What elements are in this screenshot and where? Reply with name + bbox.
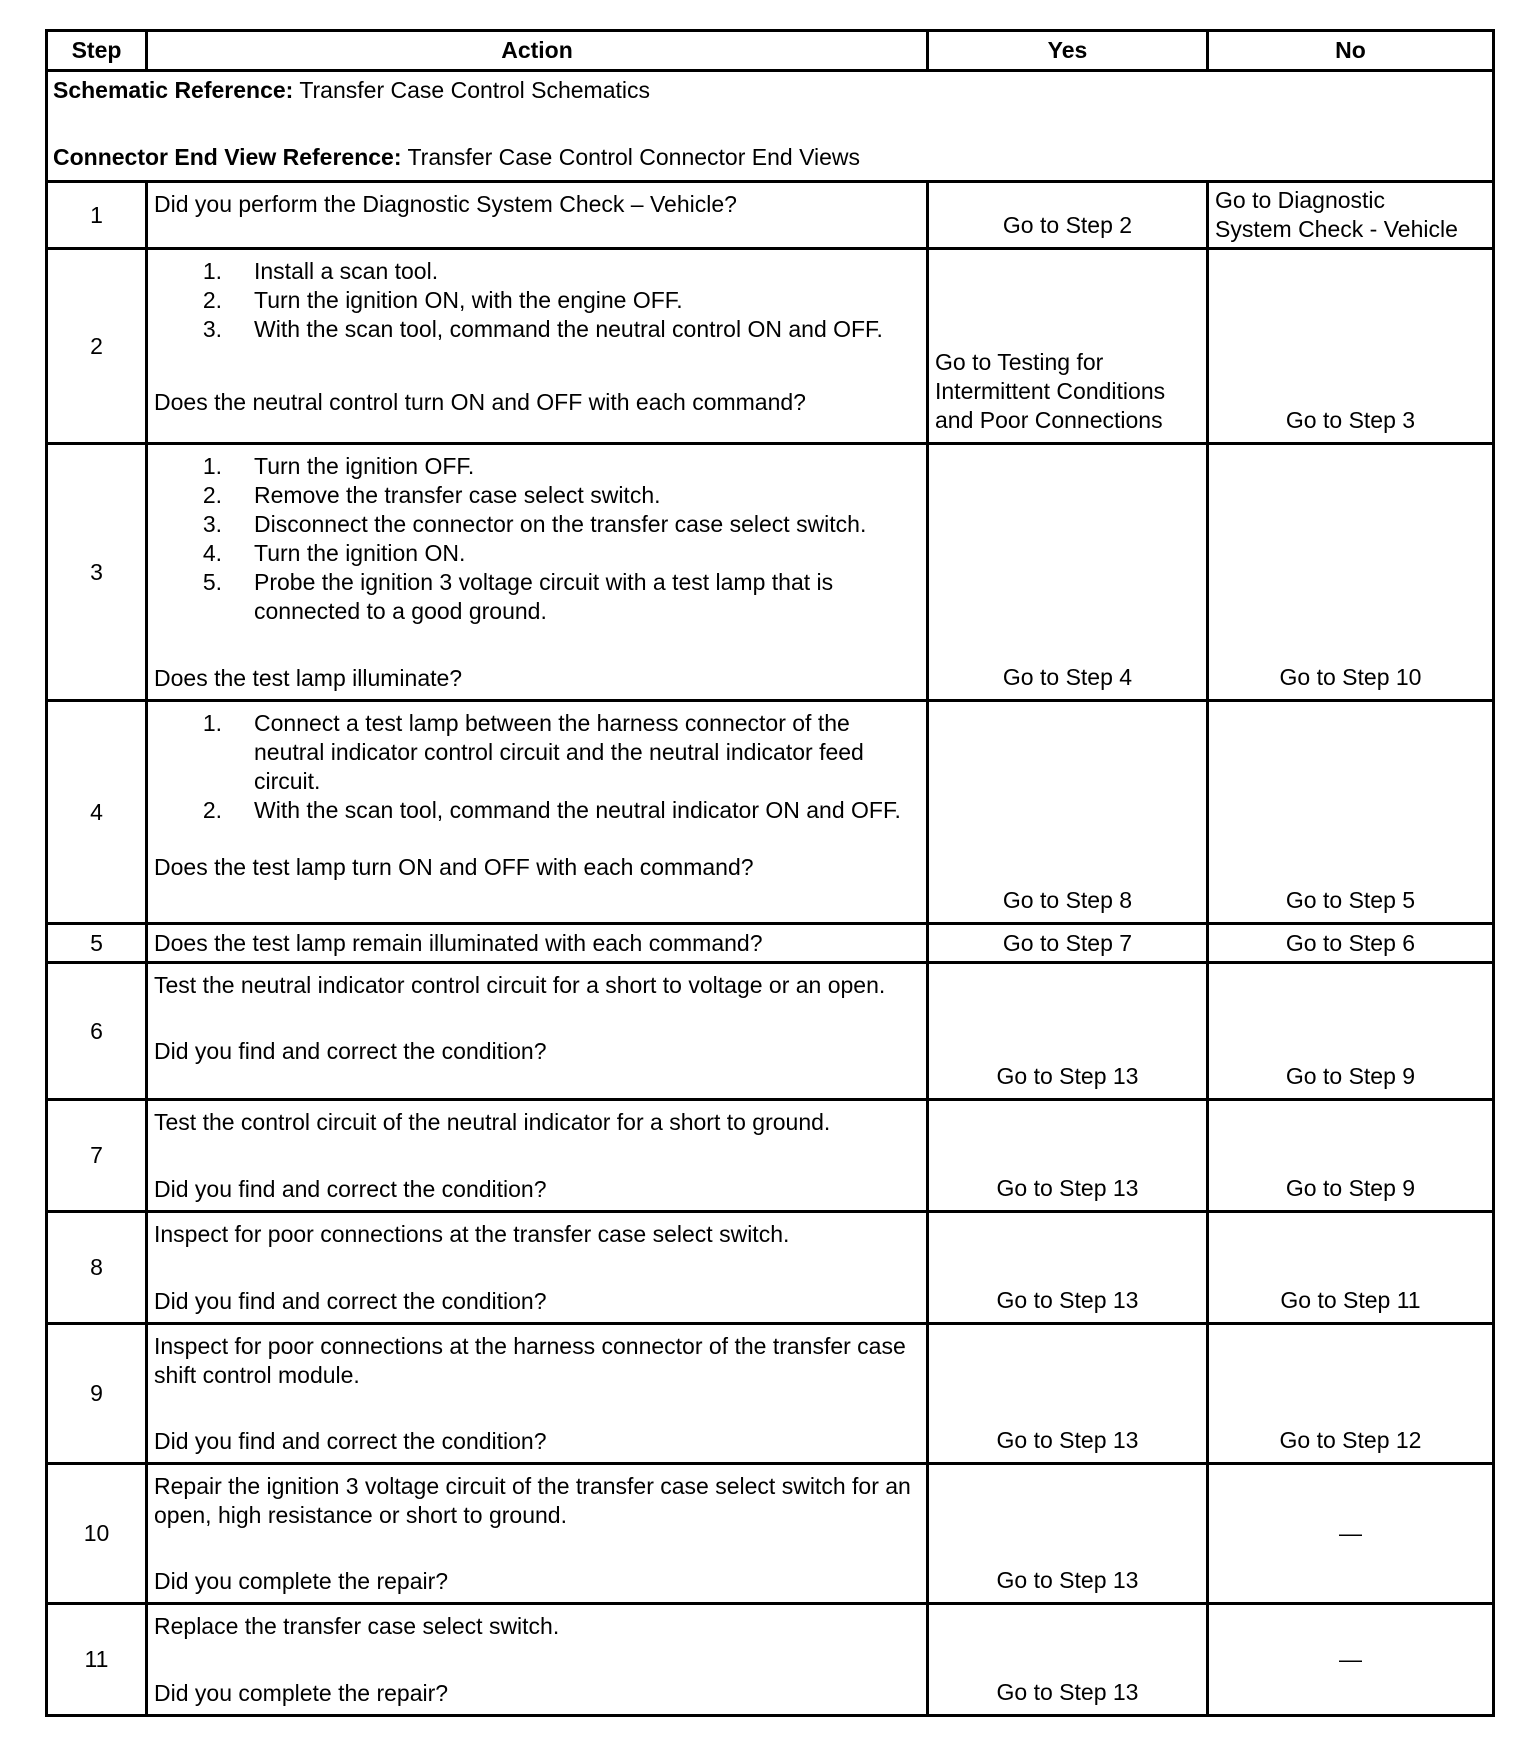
action-list-item bbox=[154, 510, 920, 539]
step-number: 7 bbox=[47, 1100, 147, 1212]
header-action: Action bbox=[147, 31, 928, 71]
action-list bbox=[154, 452, 920, 626]
list-text: With the scan tool, command the neutral control ON and OFF. bbox=[254, 316, 883, 342]
list-number: 2. bbox=[202, 287, 222, 313]
action-cell bbox=[147, 963, 928, 1100]
question-text: Did you find and correct the condition? bbox=[154, 1176, 547, 1202]
reference-row bbox=[47, 71, 1494, 182]
list-number: 1. bbox=[202, 258, 222, 284]
step-row-4 bbox=[47, 701, 1494, 924]
diagnostic-table-document bbox=[45, 29, 1492, 1717]
action-text: Inspect for poor connections at the harness connector of the transfer case shift control module. bbox=[154, 1333, 906, 1388]
step-row-10 bbox=[47, 1464, 1494, 1604]
step-row-3 bbox=[47, 444, 1494, 701]
question-text: Does the neutral control turn ON and OFF with each command? bbox=[154, 389, 806, 415]
no-cell: Go to Step 10 bbox=[1208, 444, 1494, 701]
action-list-item bbox=[154, 257, 920, 286]
step-row-11 bbox=[47, 1604, 1494, 1716]
spacer bbox=[154, 1137, 920, 1175]
no-cell: Go to Step 5 bbox=[1208, 701, 1494, 924]
action-cell bbox=[147, 249, 928, 444]
step-number: 2 bbox=[47, 249, 147, 444]
action-cell bbox=[147, 1100, 928, 1212]
spacer bbox=[154, 1390, 920, 1427]
step-row-5 bbox=[47, 924, 1494, 963]
yes-cell: Go to Step 13 bbox=[928, 1212, 1208, 1324]
connector-reference-label: Connector End View Reference: bbox=[53, 144, 402, 170]
spacer bbox=[154, 1000, 920, 1037]
action-text: Inspect for poor connections at the transfer case select switch. bbox=[154, 1221, 790, 1247]
schematic-reference-value: Transfer Case Control Schematics bbox=[299, 77, 650, 103]
list-text: Probe the ignition 3 voltage circuit with a test lamp that is connected to a good ground. bbox=[254, 569, 834, 624]
step-row-7 bbox=[47, 1100, 1494, 1212]
question-text: Did you find and correct the condition? bbox=[154, 1038, 547, 1064]
action-list-item bbox=[154, 709, 920, 796]
step-number: 9 bbox=[47, 1324, 147, 1464]
schematic-reference-label: Schematic Reference: bbox=[53, 77, 294, 103]
no-cell: Go to Step 3 bbox=[1208, 249, 1494, 444]
connector-reference-value: Transfer Case Control Connector End Views bbox=[407, 144, 861, 170]
yes-cell: Go to Step 4 bbox=[928, 444, 1208, 701]
no-cell: Go to Step 11 bbox=[1208, 1212, 1494, 1324]
yes-cell: Go to Step 7 bbox=[928, 924, 1208, 963]
action-cell bbox=[147, 1464, 928, 1604]
spacer bbox=[154, 825, 920, 853]
spacer bbox=[154, 344, 920, 388]
question-text: Did you find and correct the condition? bbox=[154, 1288, 547, 1314]
action-text: Test the control circuit of the neutral indicator for a short to ground. bbox=[154, 1109, 831, 1135]
step-number: 11 bbox=[47, 1604, 147, 1716]
list-number: 2. bbox=[202, 797, 222, 823]
action-text: Test the neutral indicator control circuit for a short to voltage or an open. bbox=[154, 972, 886, 998]
no-cell: Go to Step 12 bbox=[1208, 1324, 1494, 1464]
action-list-item bbox=[154, 315, 920, 344]
list-number: 1. bbox=[202, 710, 222, 736]
no-line: System Check - Vehicle bbox=[1215, 216, 1458, 242]
list-number: 3. bbox=[202, 511, 222, 537]
action-text: Does the test lamp remain illuminated with each command? bbox=[154, 929, 763, 956]
diagnostic-table bbox=[45, 29, 1495, 1717]
action-cell bbox=[147, 1604, 928, 1716]
spacer bbox=[154, 1641, 920, 1679]
schematic-reference bbox=[53, 76, 1486, 105]
yes-line: and Poor Connections bbox=[935, 407, 1163, 433]
yes-line: Go to Testing for bbox=[935, 349, 1104, 375]
header-step: Step bbox=[47, 31, 147, 71]
step-row-1 bbox=[47, 182, 1494, 249]
step-number: 6 bbox=[47, 963, 147, 1100]
header-no: No bbox=[1208, 31, 1494, 71]
no-cell bbox=[1208, 182, 1494, 249]
no-cell: Go to Step 6 bbox=[1208, 924, 1494, 963]
yes-line: Intermittent Conditions bbox=[935, 378, 1166, 404]
list-text: Turn the ignition ON. bbox=[254, 540, 466, 566]
no-cell: Go to Step 9 bbox=[1208, 1100, 1494, 1212]
action-text: Replace the transfer case select switch. bbox=[154, 1613, 560, 1639]
step-number: 10 bbox=[47, 1464, 147, 1604]
step-number: 3 bbox=[47, 444, 147, 701]
spacer bbox=[154, 1530, 920, 1567]
question-text: Did you complete the repair? bbox=[154, 1568, 449, 1594]
reference-cell bbox=[47, 71, 1494, 182]
action-cell bbox=[147, 701, 928, 924]
action-list bbox=[154, 257, 920, 344]
yes-cell: Go to Step 13 bbox=[928, 1100, 1208, 1212]
step-row-2 bbox=[47, 249, 1494, 444]
spacer bbox=[154, 1249, 920, 1287]
step-number: 8 bbox=[47, 1212, 147, 1324]
step-number: 5 bbox=[47, 924, 147, 963]
reference-gap bbox=[53, 105, 1486, 143]
yes-cell: Go to Step 13 bbox=[928, 963, 1208, 1100]
yes-cell bbox=[928, 249, 1208, 444]
question-text: Did you find and correct the condition? bbox=[154, 1428, 547, 1454]
action-list-item bbox=[154, 539, 920, 568]
list-text: Disconnect the connector on the transfer case select switch. bbox=[254, 511, 867, 537]
action-text: Did you perform the Diagnostic System Check – Vehicle? bbox=[154, 191, 737, 217]
action-cell bbox=[147, 1324, 928, 1464]
action-list-item bbox=[154, 796, 920, 825]
no-cell: — bbox=[1208, 1464, 1494, 1604]
action-cell bbox=[147, 924, 928, 963]
question-text: Does the test lamp illuminate? bbox=[154, 665, 463, 691]
question-text: Does the test lamp turn ON and OFF with each command? bbox=[154, 854, 754, 880]
action-cell bbox=[147, 444, 928, 701]
step-row-8 bbox=[47, 1212, 1494, 1324]
step-row-9 bbox=[47, 1324, 1494, 1464]
list-text: Turn the ignition OFF. bbox=[254, 453, 475, 479]
step-number: 4 bbox=[47, 701, 147, 924]
action-list-item bbox=[154, 481, 920, 510]
yes-cell: Go to Step 8 bbox=[928, 701, 1208, 924]
step-row-6 bbox=[47, 963, 1494, 1100]
list-text: Remove the transfer case select switch. bbox=[254, 482, 661, 508]
action-text: Repair the ignition 3 voltage circuit of the transfer case select switch for an open, high resistance or short to ground. bbox=[154, 1473, 911, 1528]
action-cell bbox=[147, 1212, 928, 1324]
action-list bbox=[154, 709, 920, 825]
yes-cell: Go to Step 13 bbox=[928, 1324, 1208, 1464]
question-text: Did you complete the repair? bbox=[154, 1680, 449, 1706]
yes-cell: Go to Step 2 bbox=[928, 182, 1208, 249]
list-text: Connect a test lamp between the harness connector of the neutral indicator control circuit and the neutral indicator feed circuit. bbox=[254, 710, 864, 794]
list-number: 3. bbox=[202, 316, 222, 342]
step-number: 1 bbox=[47, 182, 147, 249]
list-text: With the scan tool, command the neutral indicator ON and OFF. bbox=[254, 797, 901, 823]
action-cell bbox=[147, 182, 928, 249]
spacer bbox=[154, 626, 920, 664]
list-number: 5. bbox=[202, 569, 222, 595]
yes-cell: Go to Step 13 bbox=[928, 1464, 1208, 1604]
action-list-item bbox=[154, 452, 920, 481]
no-line: Go to Diagnostic bbox=[1215, 187, 1386, 213]
no-cell: — bbox=[1208, 1604, 1494, 1716]
list-number: 1. bbox=[202, 453, 222, 479]
no-cell: Go to Step 9 bbox=[1208, 963, 1494, 1100]
list-text: Turn the ignition ON, with the engine OFF. bbox=[254, 287, 683, 313]
action-list-item bbox=[154, 286, 920, 315]
yes-cell: Go to Step 13 bbox=[928, 1604, 1208, 1716]
list-number: 2. bbox=[202, 482, 222, 508]
list-number: 4. bbox=[202, 540, 222, 566]
connector-reference bbox=[53, 143, 1486, 172]
list-text: Install a scan tool. bbox=[254, 258, 439, 284]
header-yes: Yes bbox=[928, 31, 1208, 71]
action-list-item bbox=[154, 568, 920, 626]
header-row bbox=[47, 31, 1494, 71]
